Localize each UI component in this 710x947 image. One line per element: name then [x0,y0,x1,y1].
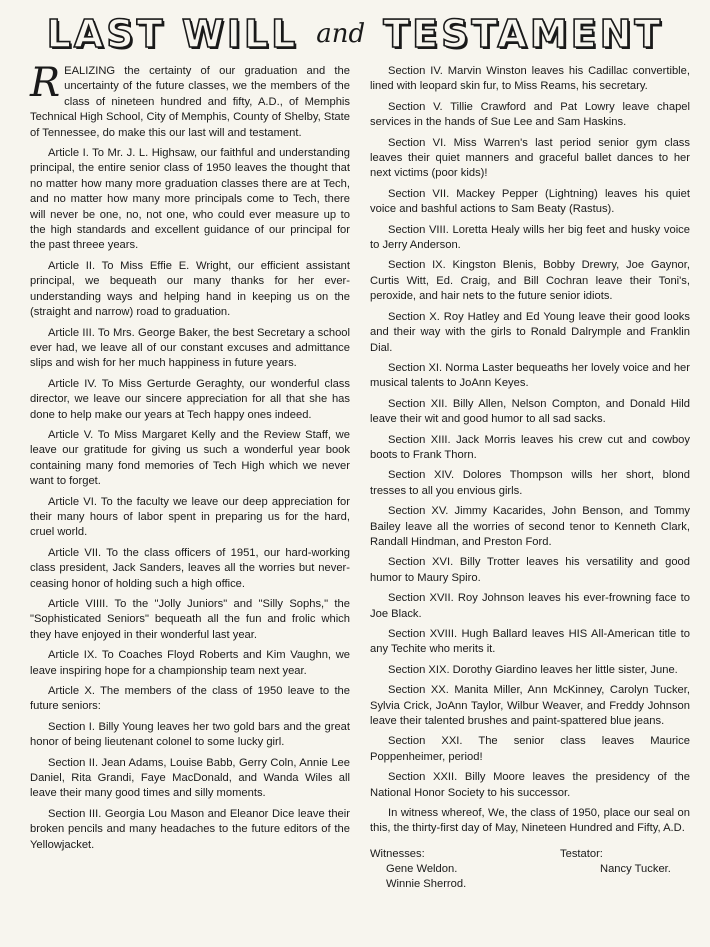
section-13: Section XIII. Jack Morris leaves his crew cut and cowboy boots to Frank Thorn. [370,433,690,461]
article-4: Article IV. To Miss Gerturde Geraghty, our wonderful class director, we leave our sincere appreciation for all that she has done to help make our years at Tech happy ones indeed. [30,377,350,421]
section-1: Section I. Billy Young leaves her two gold bars and the great honor of being lieutenant colonel to some lucky girl. [30,720,350,749]
witness-name: Winnie Sherrod. [386,877,467,890]
title-last-will: LAST WILL [46,12,299,56]
testator-block [560,847,690,892]
section-12: Section XII. Billy Allen, Nelson Compton, and Donald Hild leave their wit and good humor to all sad sacks. [370,397,690,426]
article-7: Article VII. To the class officers of 1951, our hard-working class president, Jack Sanders, leaves all the worries but never-ceasing honor of holding such a high office. [30,546,350,590]
article-5: Article V. To Miss Margaret Kelly and the Review Staff, we leave our gratitude for giving us such a wonderful year book containing many fond memories of Tech High which we never want to forget. [30,428,350,488]
article-8: Article VIIII. To the "Jolly Juniors" and "Silly Sophs," the "Sophisticated Seniors" bequeath all the fun and frolic which they have enjoyed in their wonderful last year. [30,598,350,641]
title-and: and [316,19,366,49]
section-18: Section XVIII. Hugh Ballard leaves HIS All-American title to any Techite who merits it. [370,628,690,656]
article-9: Article IX. To Coaches Floyd Roberts and Kim Vaughn, we leave inspiring hope for a championship team next year. [30,649,350,677]
section-4: Section IV. Marvin Winston leaves his Cadillac convertible, lined with leopard skin fur, to Miss Reams, his secretary. [370,65,690,93]
section-10: Section X. Roy Hatley and Ed Young leave their good looks and their way with the girls to Ronald Dalrymple and Franklin Dial. [370,310,690,354]
section-17: Section XVII. Roy Johnson leaves his ever-frowning face to Joe Black. [370,592,690,620]
section-20: Section XX. Manita Miller, Ann McKinney, Carolyn Tucker, Sylvia Crick, JoAnn Taylor, Wilbur Weaver, and Freddy Johnson leave their talented brushes and paint-spattered blue jeans. [370,684,690,728]
document-body [30,60,690,942]
section-5: Section V. Tillie Crawford and Pat Lowry leave chapel services in the hands of Sue Lee and Sam Haskins. [370,100,690,129]
article-3: Article III. To Mrs. George Baker, the best Secretary a school ever had, we leave all of our constant excuses and admittance slips and wish for her much happiness in future years. [30,326,350,370]
witnesses-label: Witnesses: [370,847,425,860]
section-16: Section XVI. Billy Trotter leaves his versatility and good humor to Maury Spiro. [370,556,690,584]
article-10: Article X. The members of the class of 1950 leave to the future seniors: [30,685,350,713]
section-19: Section XIX. Dorothy Giardino leaves her little sister, June. [388,663,678,676]
article-2: Article II. To Miss Effie E. Wright, our efficient assistant principal, we bequeath our many thanks for her ever-understanding ways and helping hand in keeping us on the (straight and narrow) road to graduation. [30,259,350,319]
title-testament: TESTAMENT [383,12,664,56]
drop-cap: R [30,60,61,106]
opening-paragraph: REALIZING the certainty of our graduation and the uncertainty of the future classes, we the members of the class of nineteen hundred and fifty, A.D., of Memphis Technical High School, City of Memphis, County of Shelby, State of Tennessee, do make this our last will and testament. [30,60,350,139]
witness-paragraph: In witness whereof, We, the class of 1950, place our seal on this, the thirty-first day of May, Nineteen Hundred and Fifty, A.D. [370,807,690,835]
section-2: Section II. Jean Adams, Louise Babb, Gerry Coln, Annie Lee Daniel, Rita Grandi, Faye MacDonald, and Wanda Wiles all leave their many good times and silly moments. [30,756,350,800]
section-22: Section XXII. Billy Moore leaves the presidency of the National Honor Society to his successor. [370,771,690,799]
right-column [370,64,690,942]
article-1: Article I. To Mr. J. L. Highsaw, our faithful and understanding principal, the entire senior class of 1950 leaves the thought that no matter how many more graduation classes there are at Tech, and no matter how many more principals come to Tech, there will never be one, no, not one, who could ever measure up to the high standards and excellent guidance of our principal for the past threee years. [30,147,350,252]
article-6: Article VI. To the faculty we leave our deep appreciation for their many hours of labor spent in preparing us for the hard, cruel world. [30,495,350,539]
section-7: Section VII. Mackey Pepper (Lightning) leaves his quiet voice and bashful actions to Sam Beaty (Rastus). [370,187,690,216]
witness-name: Gene Weldon. [386,862,458,875]
section-6: Section VI. Miss Warren's last period senior gym class leaves their quiet manners and graceful ballet dances to her next victims (poor kids)! [370,136,690,180]
section-15: Section XV. Jimmy Kacarides, John Benson, and Tommy Bailey leave all the worries of second tenor to Kenneth Clark, Randall Hindman, and Preston Ford. [370,505,690,548]
witnesses-block [370,847,466,892]
section-11: Section XI. Norma Laster bequeaths her lovely voice and her musical talents to JoAnn Keyes. [370,361,690,390]
section-14: Section XIV. Dolores Thompson wills her short, blond tresses to all you envious girls. [370,469,690,497]
page-title [0,8,710,60]
left-column [30,60,350,942]
signature-block [370,847,690,892]
section-3: Section III. Georgia Lou Mason and Eleanor Dice leave their broken pencils and many headaches to the future editors of the Yellowjacket. [30,807,350,851]
section-8: Section VIII. Loretta Healy wills her big feet and husky voice to Jerry Anderson. [370,223,690,252]
section-9: Section IX. Kingston Blenis, Bobby Drewry, Joe Gaynor, Curtis Witt, Ed. Craig, and Bill Cochran leave their Toni's, peroxide, and hair nets to the future senior idiots. [370,259,690,303]
testator-label: Testator: [560,847,603,860]
section-21: Section XXI. The senior class leaves Maurice Poppenheimer, period! [370,735,690,763]
testator-name: Nancy Tucker. [600,862,671,875]
